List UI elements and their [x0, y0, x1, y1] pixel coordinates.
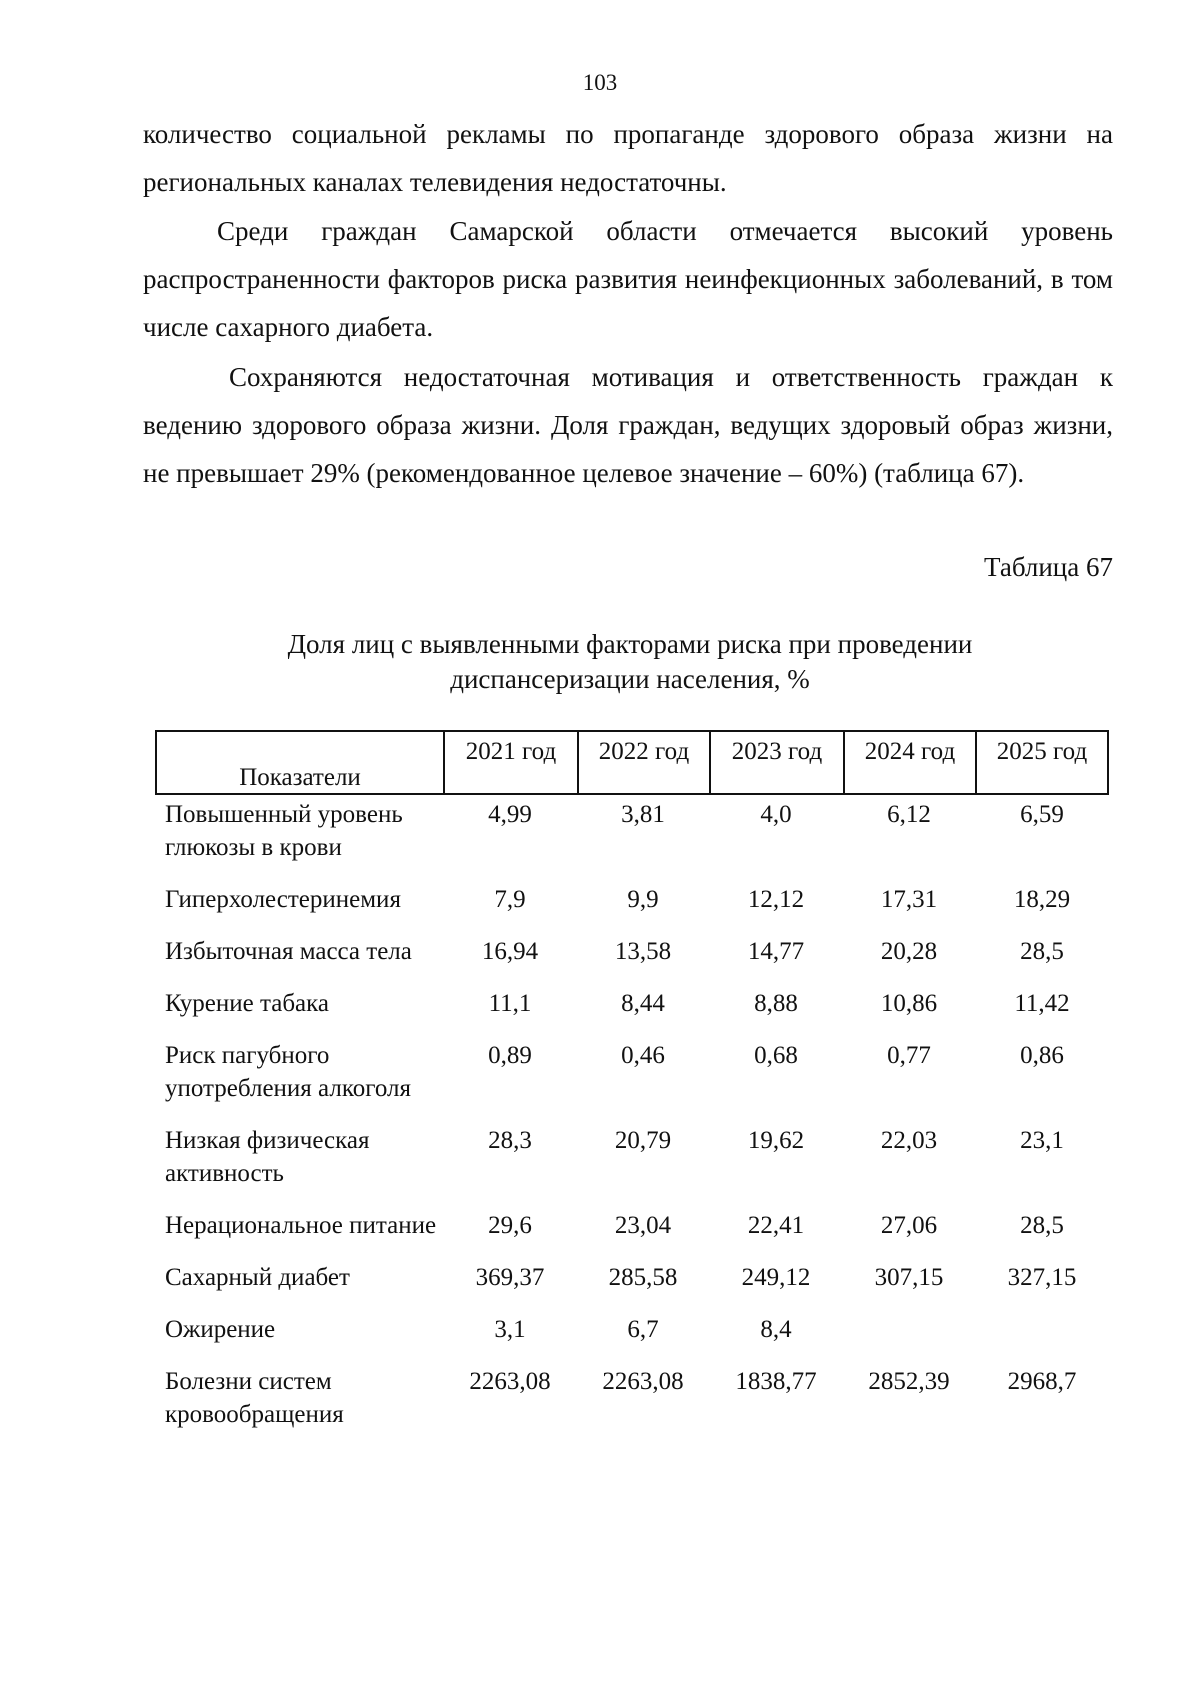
cell-value: 10,86	[880, 990, 938, 1017]
page-number: 103	[582, 70, 618, 95]
cell-value: 3,81	[621, 801, 665, 828]
cell-value: 8,4	[760, 1316, 792, 1343]
cell-value: 249,12	[741, 1264, 811, 1291]
table-row	[155, 882, 1109, 934]
cell-value: 23,1	[1020, 1127, 1064, 1154]
table-row	[155, 1364, 1109, 1449]
cell-value: 8,88	[754, 990, 798, 1017]
cell-value: 17,31	[880, 886, 938, 913]
row-label: Сахарный диабет	[165, 1264, 350, 1291]
cell-value	[975, 1312, 1109, 1346]
cell-value: 8,44	[621, 990, 665, 1017]
cell-value: 3,1	[494, 1316, 526, 1343]
header-cell-2021: 2021 год	[445, 732, 579, 793]
cell-value: 11,1	[488, 990, 532, 1017]
row-label: Избыточная масса тела	[165, 938, 412, 965]
row-label: Повышенный уровень глюкозы в крови	[165, 801, 403, 861]
cell-value: 13,58	[614, 938, 672, 965]
header-cell-indicator: Показатели	[157, 732, 445, 793]
row-label: Низкая физическая активность	[165, 1127, 370, 1187]
cell-value: 23,04	[614, 1212, 672, 1239]
cell-value: 0,89	[488, 1042, 532, 1069]
cell-value: 16,94	[481, 938, 539, 965]
paragraph-1	[143, 110, 1113, 206]
table-title-line-1: Доля лиц с выявленными факторами риска при проведении	[287, 629, 973, 659]
cell-value: 0,77	[887, 1042, 931, 1069]
cell-value: 28,5	[1020, 938, 1064, 965]
cell-value: 2263,08	[469, 1368, 551, 1395]
table-row	[155, 1038, 1109, 1123]
row-label: Ожирение	[165, 1316, 276, 1343]
cell-value: 28,3	[488, 1127, 532, 1154]
header-cell-2024: 2024 год	[845, 732, 977, 793]
header-cell-2023: 2023 год	[711, 732, 845, 793]
cell-value: 22,41	[747, 1212, 805, 1239]
cell-value: 29,6	[488, 1212, 532, 1239]
table-row	[155, 1208, 1109, 1260]
paragraph-3-text: Сохраняются недостаточная мотивация и ответственность граждан к ведению здорового образа жизни. Доля граждан, ведущих здоровый образ жизни, не превышает 29% (рекомендованное целевое значение – 60%) (таблица 67).	[143, 362, 1113, 488]
cell-value: 27,06	[880, 1212, 938, 1239]
cell-value: 6,7	[627, 1316, 659, 1343]
paragraph-3	[143, 353, 1113, 497]
cell-value	[843, 1312, 975, 1346]
cell-value: 22,03	[880, 1127, 938, 1154]
paragraph-1-text: количество социальной рекламы по пропаганде здорового образа жизни на региональных каналах телевидения недостаточны.	[143, 119, 1113, 197]
row-label: Риск пагубного употребления алкоголя	[165, 1042, 411, 1102]
cell-value: 6,59	[1020, 801, 1064, 828]
row-label: Курение табака	[165, 990, 330, 1017]
table-row	[155, 1312, 1109, 1364]
row-label: Гиперхолестеринемия	[165, 886, 401, 913]
table-body	[155, 797, 1109, 1449]
cell-value: 19,62	[747, 1127, 805, 1154]
cell-value: 11,42	[1014, 990, 1070, 1017]
cell-value: 28,5	[1020, 1212, 1064, 1239]
cell-value: 12,12	[747, 886, 805, 913]
table-row	[155, 797, 1109, 882]
cell-value: 2968,7	[1007, 1368, 1077, 1395]
cell-value: 307,15	[874, 1264, 944, 1291]
cell-value: 0,86	[1020, 1042, 1064, 1069]
cell-value: 20,79	[614, 1127, 672, 1154]
table-title-line-2: диспансеризации населения, %	[450, 664, 810, 694]
paragraph-2	[143, 207, 1113, 351]
table-row	[155, 934, 1109, 986]
cell-value: 369,37	[475, 1264, 545, 1291]
table-row	[155, 1123, 1109, 1208]
table-header	[155, 730, 1109, 795]
cell-value: 6,12	[887, 801, 931, 828]
cell-value: 285,58	[608, 1264, 678, 1291]
cell-value: 0,46	[621, 1042, 665, 1069]
row-label: Нерациональное питание	[165, 1212, 437, 1239]
table-row	[155, 986, 1109, 1038]
cell-value: 9,9	[627, 886, 659, 913]
table-title	[0, 627, 1200, 697]
cell-value: 4,99	[488, 801, 532, 828]
cell-value: 18,29	[1013, 886, 1071, 913]
table-label: Таблица 67	[984, 552, 1113, 582]
cell-value: 2852,39	[868, 1368, 950, 1395]
cell-value: 7,9	[494, 886, 526, 913]
cell-value: 327,15	[1007, 1264, 1077, 1291]
cell-value: 1838,77	[735, 1368, 817, 1395]
header-cell-2025: 2025 год	[996, 738, 1088, 765]
cell-value: 20,28	[880, 938, 938, 965]
header-cell-2022: 2022 год	[579, 732, 711, 793]
table-row	[155, 1260, 1109, 1312]
cell-value: 4,0	[760, 801, 792, 828]
cell-value: 0,68	[754, 1042, 798, 1069]
cell-value: 2263,08	[602, 1368, 684, 1395]
row-label: Болезни систем кровообращения	[165, 1368, 344, 1428]
paragraph-2-text: Среди граждан Самарской области отмечается высокий уровень распространенности факторов риска развития неинфекционных заболеваний, в том числе сахарного диабета.	[143, 216, 1113, 342]
cell-value: 14,77	[747, 938, 805, 965]
